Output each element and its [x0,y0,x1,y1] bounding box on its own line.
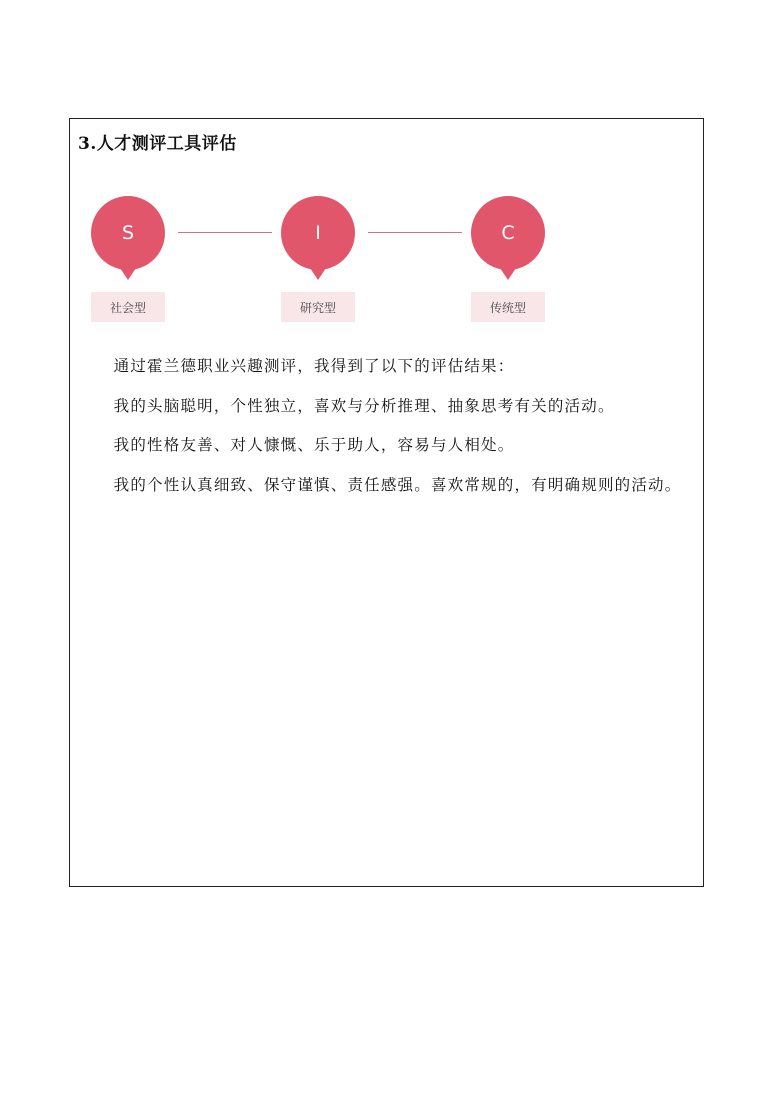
connector-line [368,232,462,233]
connector-line [178,232,272,233]
paragraph-intro: 通过霍兰德职业兴趣测评，我得到了以下的评估结果： [113,357,515,375]
paragraph-investigative: 我的头脑聪明，个性独立，喜欢与分析推理、抽象思考有关的活动。 [113,396,615,415]
paragraph-social: 我的性格友善、对人慷慨、乐于助人，容易与人相处。 [113,436,515,454]
type-label-investigative: 研究型 [281,292,355,322]
type-label-social: 社会型 [91,292,165,322]
section-title: 3.人才测评工具评估 [78,134,237,154]
code-pin-c: C [471,196,545,270]
code-pin-i: I [281,196,355,270]
code-pin-s: S [91,196,165,270]
type-label-conventional: 传统型 [471,292,545,322]
assessment-section-box [69,118,704,887]
paragraph-conventional: 我的个性认真细致、保守谨慎、责任感强。喜欢常规的，有明确规则的活动。 [113,475,682,494]
assessment-text [78,347,698,505]
holland-code-diagram [70,119,703,349]
